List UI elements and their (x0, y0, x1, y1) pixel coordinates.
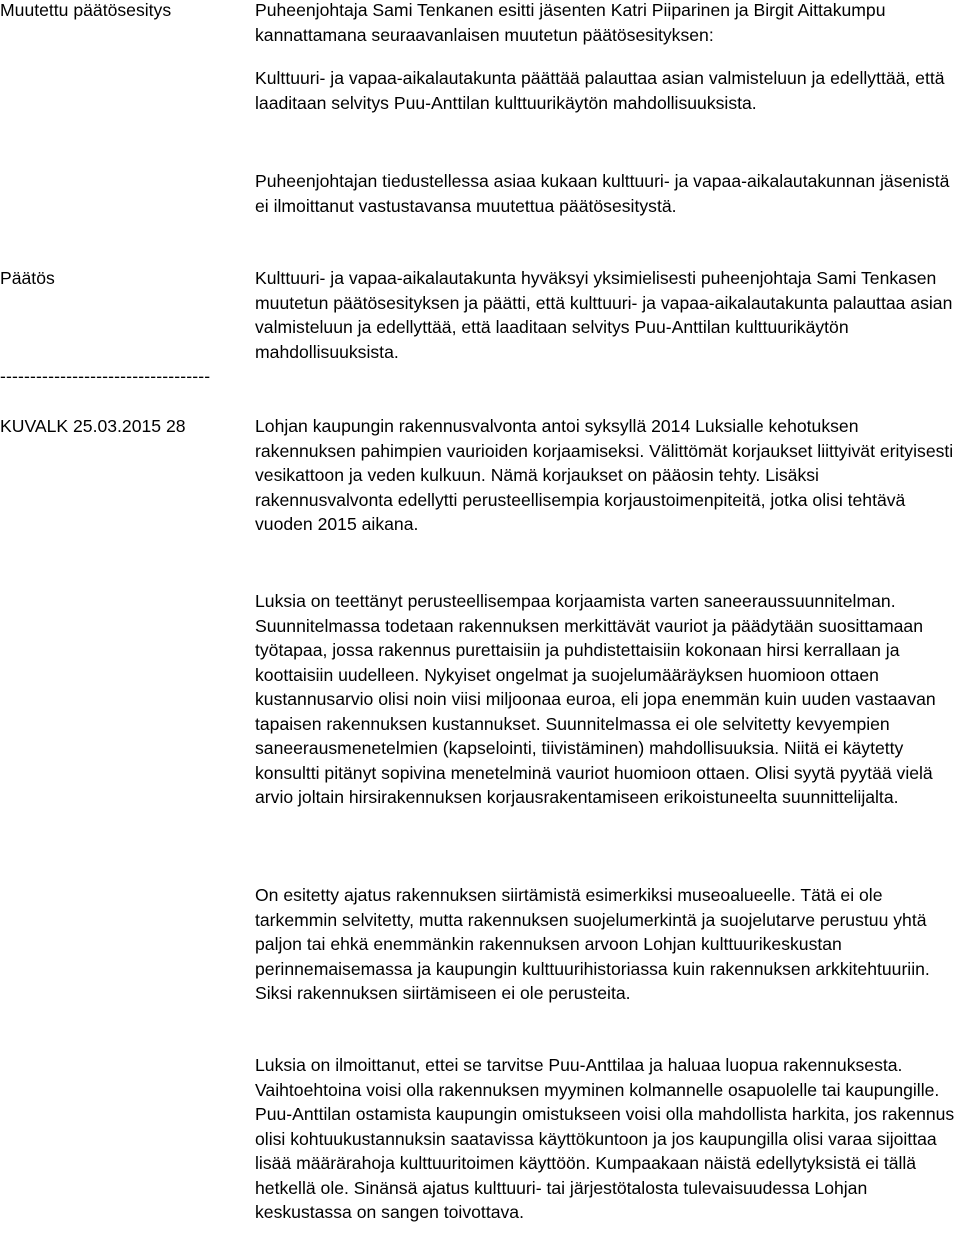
paragraph-building-control: Lohjan kaupungin rakennusvalvonta antoi syksyllä 2014 Luksialle kehotuksen rakennuksen pahimpien vaurioiden korjaamiseksi. Välittömät korjaukset liittyivät erityisesti vesikattoon ja veden kulkuun. Nämä korjaukset on pääosin tehty. Lisäksi rakennusvalvonta edellytti perusteellisempia korjaustoimenpiteitä, jotka olisi tehtävä vuoden 2015 aikana. (255, 416, 954, 534)
section-label-decision: Päätös (0, 268, 55, 288)
paragraph-chairman-proposal: Puheenjohtaja Sami Tenkanen esitti jäsenten Katri Piiparinen ja Birgit Aittakumpu kannattamana seuraavanlaisen muutetun päätösesityksen: (255, 0, 886, 45)
section-label-amended-proposal: Muutettu päätösesitys (0, 0, 172, 20)
section-label-kuvalk: KUVALK 25.03.2015 28 (0, 416, 186, 436)
paragraph-luksia-disposal: Luksia on ilmoittanut, ettei se tarvitse Puu-Anttilaa ja haluaa luopua rakennuksesta. Vaihtoehtoina voisi olla rakennuksen myyminen kolmannelle osapuolelle tai kaupungille. Puu-Anttilan ostamista kaupungin omistukseen voisi olla mahdollista harkita, jos rakennus olisi kohtuukustannuksin saatavissa käyttökuntoon ja jos kaupungilla olisi varaa sijoittaa lisää määrärahoja kulttuuritoimen käyttöön. Kumpaakaan näistä edellytyksistä ei tällä hetkellä ole. Sinänsä ajatus kulttuuri- tai järjestötalosta tulevaisuudessa Lohjan keskustassa on sangen toivottava. (255, 1055, 955, 1222)
section-separator: ----------------------------------- (0, 366, 211, 386)
paragraph-no-objections: Puheenjohtajan tiedustellessa asiaa kukaan kulttuuri- ja vapaa-aikalautakunnan jäsenistä ei ilmoittanut vastustavansa muutettua päätösesitystä. (255, 171, 950, 216)
paragraph-relocation-idea: On esitetty ajatus rakennuksen siirtämistä esimerkiksi museoalueelle. Tätä ei ole tarkemmin selvitetty, mutta rakennuksen suojelumerkintä ja suojelutarve perustuu yhtä paljon tai ehkä enemmänkin rakennuksen arvoon Lohjan kulttuurikeskustan perinnemaisemassa ja kaupungin kulttuurihistoriassa kuin rakennuksen arkkitehtuuriin. Siksi rakennuksen siirtämiseen ei ole perusteita. (255, 885, 930, 1003)
paragraph-renovation-plan: Luksia on teettänyt perusteellisempaa korjaamista varten saneeraussuunnitelman. Suunnitelmassa todetaan rakennuksen merkittävät vauriot ja päädytään suosittamaan työtapaa, jossa rakennus purettaisiin ja puhdistettaisiin kokonaan hirsi kerrallaan ja koottaisiin uudelleen. Nykyiset ongelmat ja suojelumääräyksen huomioon ottaen kustannusarvio olisi noin viisi miljoonaa euroa, eli jopa enemmän kuin uuden vastaavan tapaisen rakennuksen kustannukset. Suunnitelmassa ei ole selvitetty kevyempien saneerausmenetelmien (kapselointi, tiivistäminen) mahdollisuuksia. Niitä ei käytetty konsultti pitänyt sopivina menetelminä vauriot huomioon ottaen. Olisi syytä pyytää vielä arvio joltain hirsirakennuksen korjausrakentamiseen erikoistuneelta suunnittelijalta. (255, 591, 936, 807)
paragraph-amended-proposal-text: Kulttuuri- ja vapaa-aikalautakunta päättää palauttaa asian valmisteluun ja edellyttää, että laaditaan selvitys Puu-Anttilan kulttuurikäytön mahdollisuuksista. (255, 68, 945, 113)
paragraph-decision: Kulttuuri- ja vapaa-aikalautakunta hyväksyi yksimielisesti puheenjohtaja Sami Tenkasen muutetun päätösesityksen ja päätti, että kulttuuri- ja vapaa-aikalautakunta palauttaa asian valmisteluun ja edellyttää, että laaditaan selvitys Puu-Anttilan kulttuurikäytön mahdollisuuksista. (255, 268, 953, 362)
